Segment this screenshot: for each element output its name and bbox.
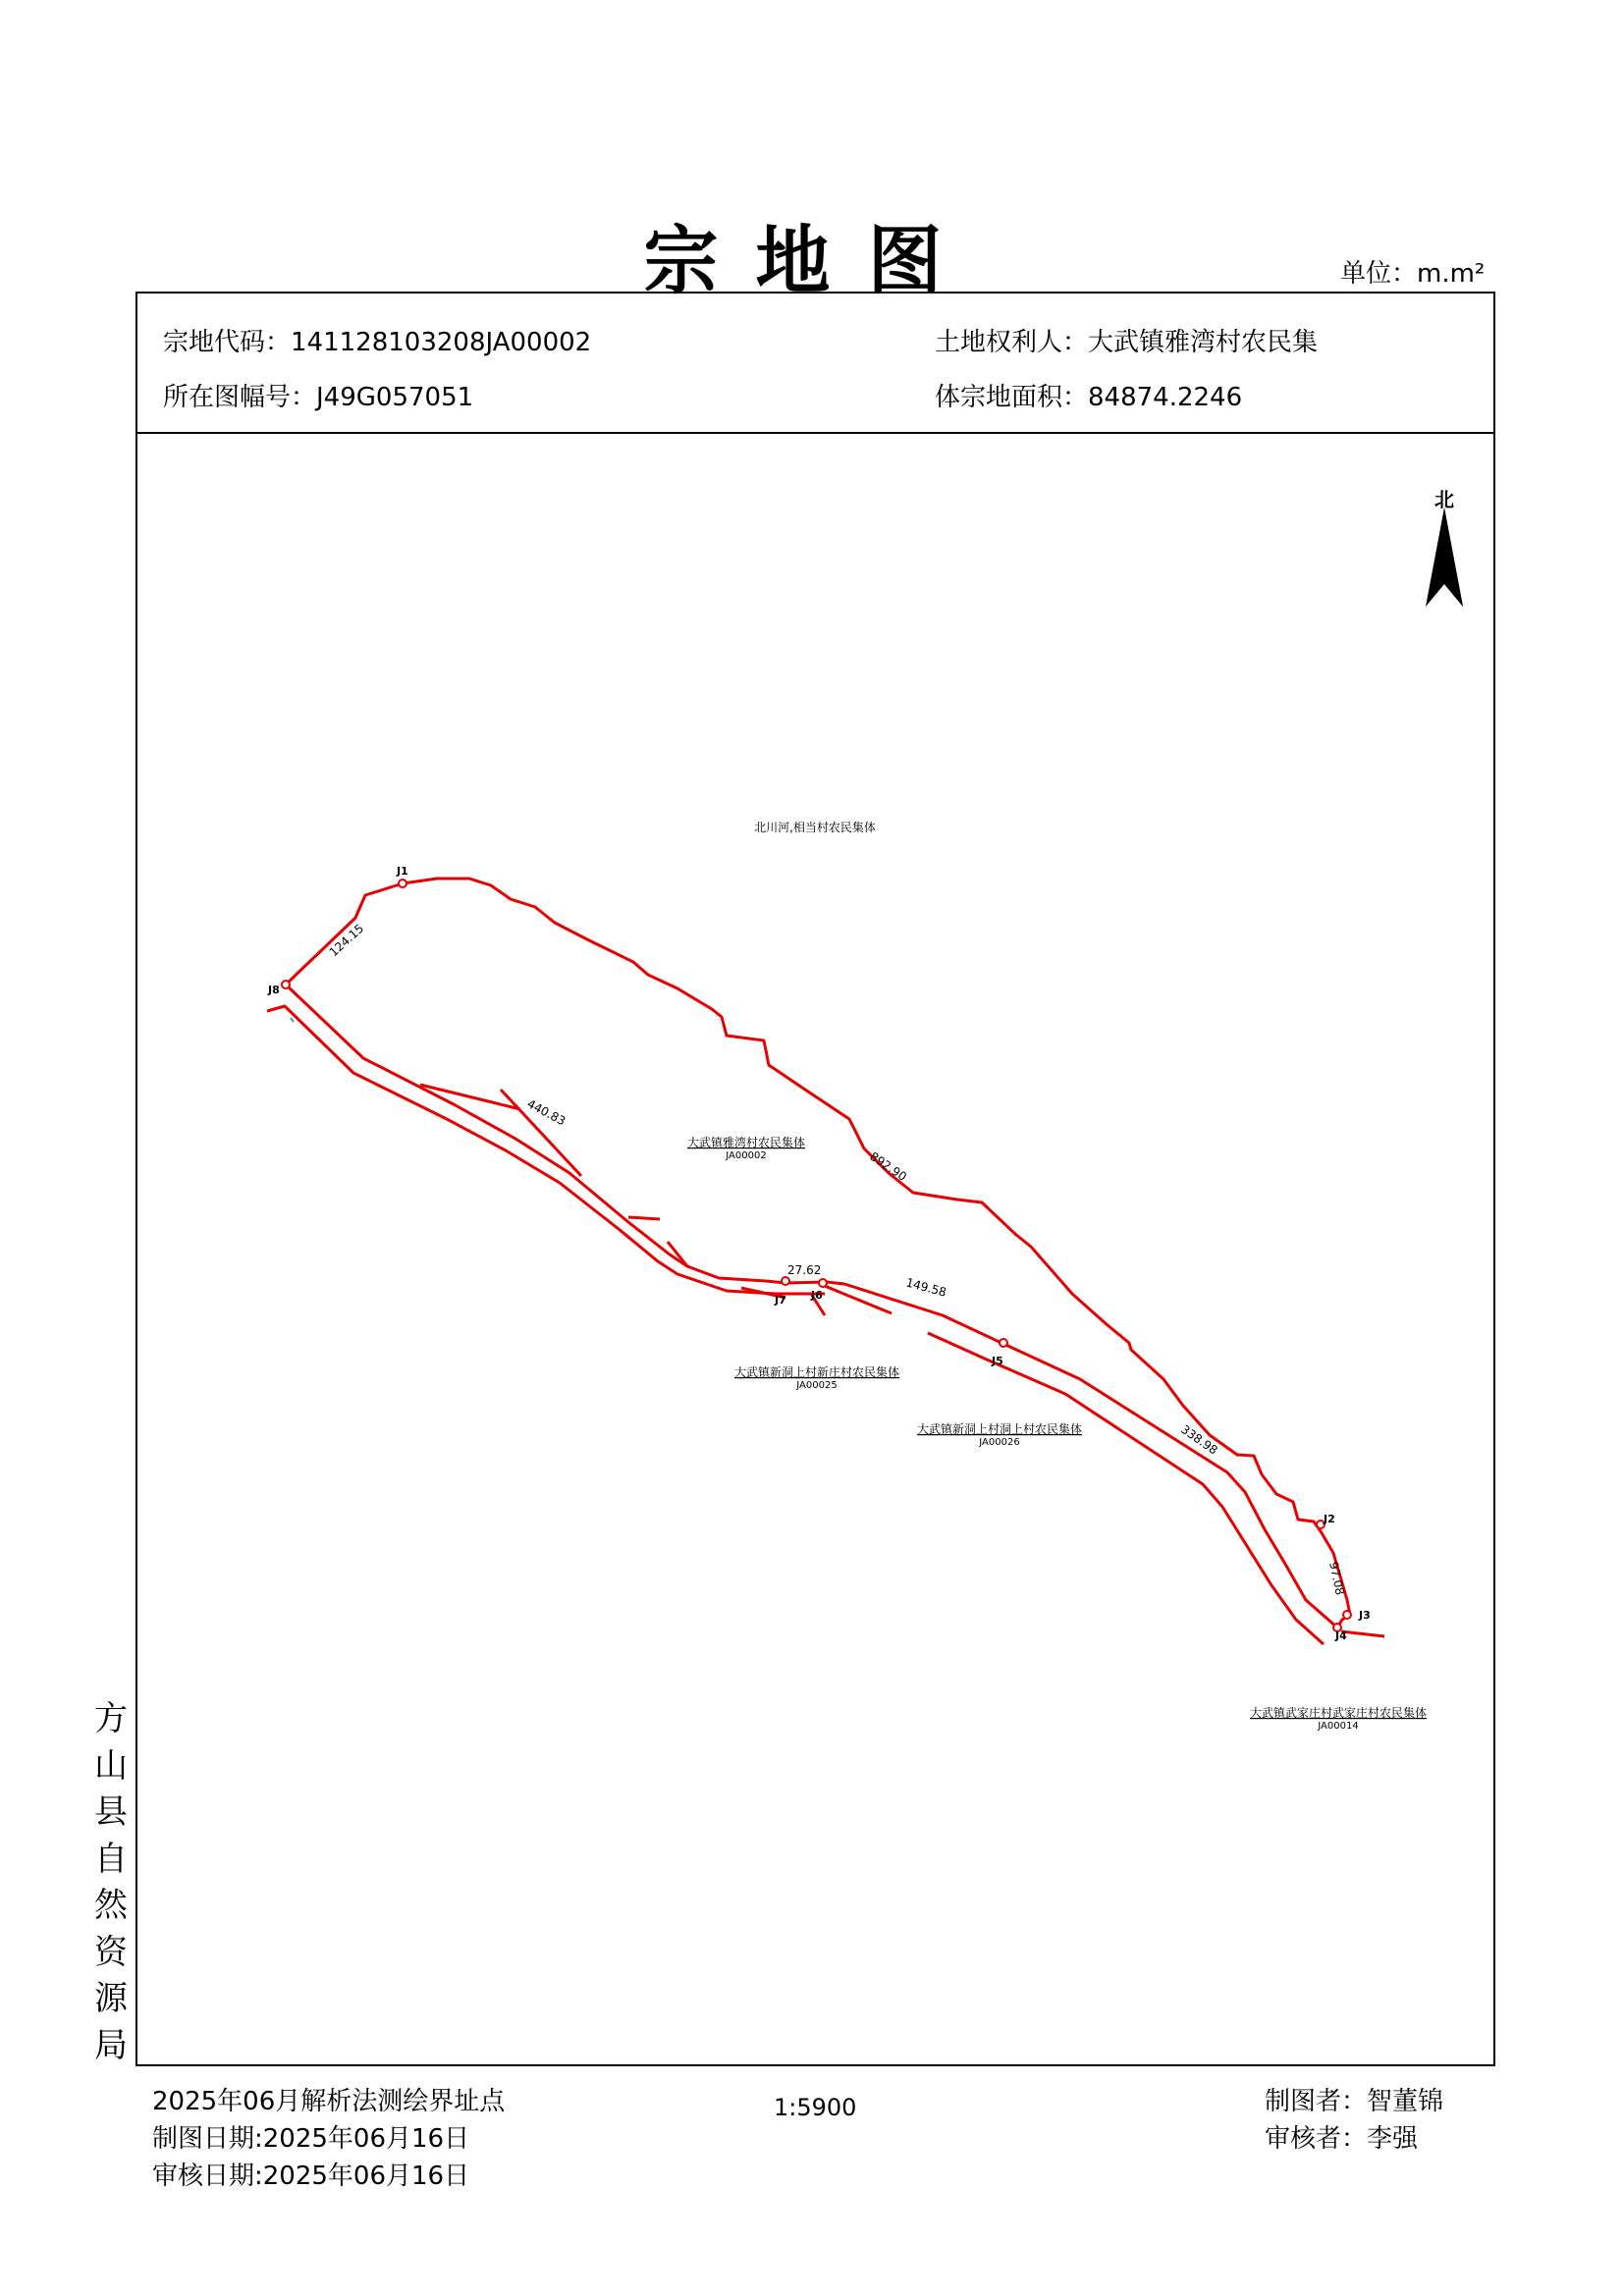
agency-char: 自 — [94, 1839, 128, 1879]
point-j1-marker — [399, 880, 406, 887]
agency-char: 局 — [94, 2025, 128, 2065]
survey-method: 2025年06月解析法测绘界址点 — [152, 2087, 506, 2116]
distance-j8-j1: 124.15 — [326, 921, 367, 960]
parcel-code: 宗地代码：141128103208JA00002 — [163, 328, 592, 357]
agency-char: 县 — [94, 1792, 128, 1832]
north-arrow-icon — [1426, 507, 1463, 607]
ditch-1 — [420, 1085, 520, 1109]
distance-j1-j2: 892.90 — [867, 1148, 909, 1184]
point-j4-label: J4 — [1335, 1629, 1347, 1642]
distance-j7-j8: 440.83 — [524, 1096, 568, 1129]
agency-char: 资 — [94, 1932, 128, 1972]
parcel-owner-label: 大武镇雅湾村农民集体 — [686, 1136, 806, 1149]
point-j7-marker — [782, 1277, 789, 1285]
boundary-north-edge — [286, 879, 1350, 1615]
point-j5-marker — [1000, 1339, 1007, 1347]
map-scale: 1:5900 — [774, 2094, 857, 2121]
neighbor-xinzhuang-label: 大武镇新洞上村新庄村农民集体 — [733, 1365, 900, 1379]
point-j6-marker — [819, 1279, 827, 1287]
ditch-3 — [628, 1217, 660, 1219]
unit-label: 单位：m.m² — [1340, 259, 1486, 289]
distance-j6-j7: 27.62 — [787, 1263, 822, 1277]
drafter: 制图者：智董锦 — [1265, 2087, 1444, 2116]
neighbor-dongshang-label: 大武镇新洞上村洞上村农民集体 — [916, 1422, 1083, 1436]
parcel-area: 体宗地面积：84874.2246 — [935, 383, 1243, 412]
road-south-outer — [928, 1333, 1324, 1644]
point-j3-marker — [1343, 1611, 1351, 1619]
point-j2-label: J2 — [1324, 1513, 1335, 1525]
agency-char: 然 — [94, 1886, 128, 1925]
point-j6-label: J6 — [811, 1289, 823, 1302]
point-j8-marker — [282, 981, 290, 988]
neighbor-dongshang-code: JA00026 — [979, 1437, 1020, 1448]
boundary-points — [282, 880, 1351, 1631]
ditch-8 — [1341, 1631, 1384, 1636]
distance-j4-j5: 338.98 — [1178, 1421, 1220, 1458]
point-j8-label: J8 — [268, 984, 280, 996]
neighbor-xinzhuang-code: JA00025 — [796, 1380, 838, 1391]
distance-j5-j6: 149.58 — [904, 1275, 948, 1300]
agency-char: 方 — [94, 1699, 128, 1738]
reviewer: 审核者：李强 — [1265, 2124, 1419, 2154]
boundary-south-edge-inner — [286, 985, 1337, 1628]
page-title: 宗地图 — [643, 217, 980, 304]
neighbor-wujiazhuang-label: 大武镇武家庄村武家庄村农民集体 — [1249, 1706, 1428, 1720]
point-j5-label: J5 — [992, 1355, 1003, 1367]
point-j1-label: J1 — [397, 865, 408, 878]
neighbor-north-label: 北川河,相当村农民集体 — [754, 821, 876, 834]
north-label: 北 — [1434, 488, 1454, 511]
land-owner: 土地权利人：大武镇雅湾村农民集 — [935, 328, 1319, 357]
parcel-boundary — [267, 879, 1384, 1644]
distance-j2-j3: 97.08 — [1326, 1560, 1347, 1597]
agency-name — [91, 1696, 131, 2069]
point-j7-label: J7 — [775, 1294, 786, 1307]
map-sheet-number: 所在图幅号：J49G057051 — [163, 383, 474, 412]
neighbor-wujiazhuang-code: JA00014 — [1318, 1721, 1359, 1732]
point-j3-label: J3 — [1359, 1609, 1371, 1622]
marker-tick — [291, 1018, 294, 1022]
agency-char: 山 — [94, 1745, 128, 1786]
draw-date: 制图日期:2025年06月16日 — [152, 2124, 470, 2154]
agency-char: 源 — [94, 1979, 128, 2018]
review-date: 审核日期:2025年06月16日 — [152, 2162, 470, 2191]
parcel-owner-code: JA00002 — [726, 1150, 767, 1161]
